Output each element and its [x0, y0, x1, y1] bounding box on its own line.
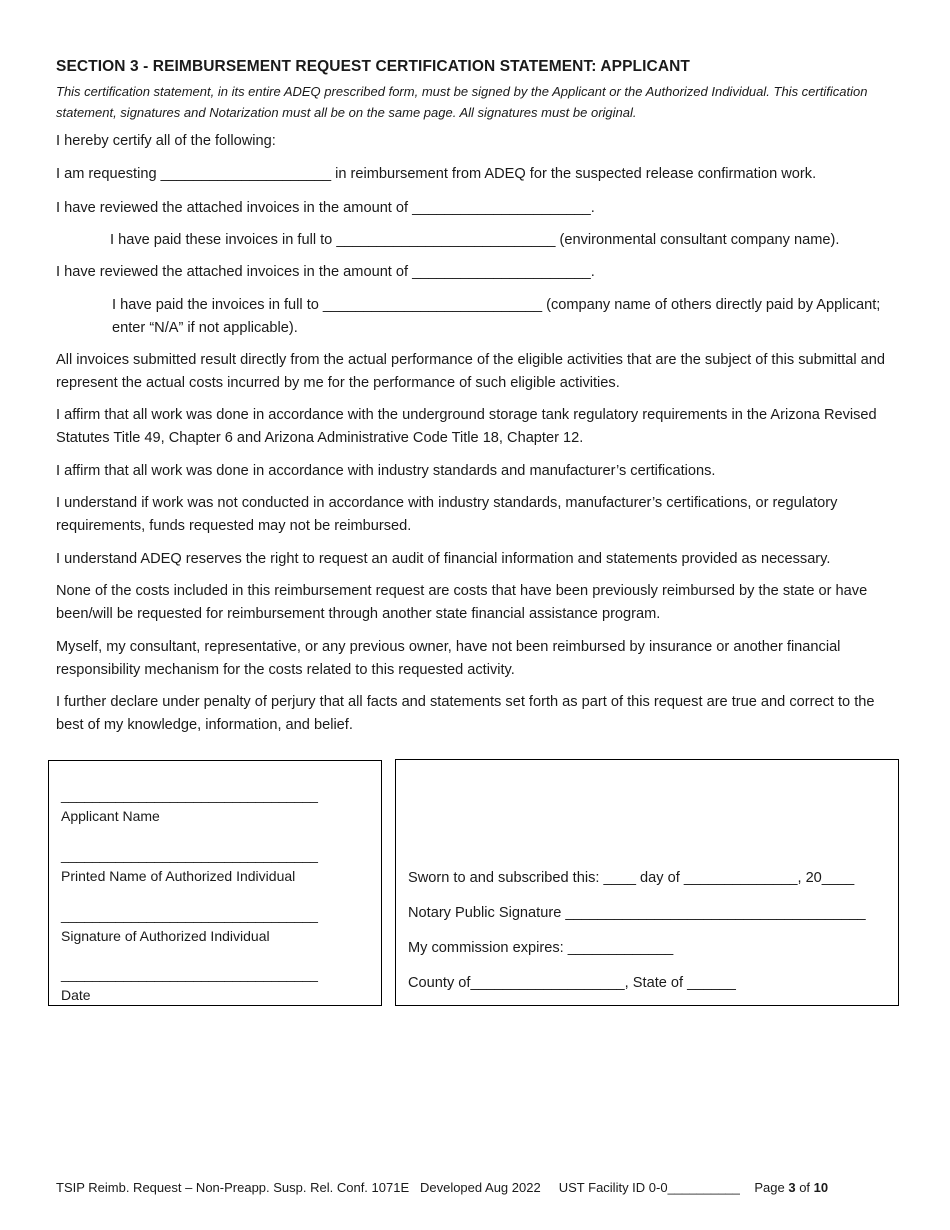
applicant-name-line[interactable]: _________________________________ — [61, 787, 318, 803]
sworn-line[interactable]: Sworn to and subscribed this: ____ day of ______________, 20____ — [408, 870, 855, 886]
statement-paid-consultant: I have paid these invoices in full to ___________________________ (environmental consultant company name). — [110, 232, 840, 248]
footer-page-current: 3 — [788, 1180, 796, 1195]
statement-understand-funds: I understand if work was not conducted in accordance with industry standards, manufacturer’s certifications, or regulatory requirements, funds requested may not be reimbursed. — [56, 495, 842, 534]
statement-understand-audit: I understand ADEQ reserves the right to request an audit of financial information and statements provided as necessary. — [56, 551, 831, 567]
statement-requesting: I am requesting _____________________ in reimbursement from ADEQ for the suspected release confirmation work. — [56, 166, 817, 182]
statement-reviewed-2: I have reviewed the attached invoices in the amount of ______________________. — [56, 264, 595, 280]
statement-none-of-costs: None of the costs included in this reimbursement request are costs that have been previously reimbursed by the state or have been/will be requested for reimbursement through another state financial assistance program. — [56, 583, 872, 622]
printed-name-line[interactable]: _________________________________ — [61, 847, 318, 863]
statement-declare-perjury: I further declare under penalty of perjury that all facts and statements set forth as part of this request are true and correct to the best of my knowledge, information, and belief. — [56, 694, 879, 733]
page-footer — [56, 1180, 828, 1195]
county-state-line[interactable]: County of___________________, State of ______ — [408, 975, 736, 991]
commission-expires-line[interactable]: My commission expires: _____________ — [408, 940, 674, 956]
statement-invoices-submitted: All invoices submitted result directly from the actual performance of the eligible activities that are the subject of this submittal and represent the actual costs incurred by me for the performance of such eligible activities. — [56, 352, 890, 391]
footer-page-total: 10 — [813, 1180, 829, 1195]
footer-page-prefix: Page — [754, 1180, 785, 1195]
date-line[interactable]: _________________________________ — [61, 966, 318, 982]
statement-intro: I hereby certify all of the following: — [56, 133, 276, 149]
date-label: Date — [61, 987, 91, 1003]
notary-signature-line[interactable]: Notary Public Signature _____________________________________ — [408, 905, 866, 921]
statement-affirm-industry: I affirm that all work was done in accordance with industry standards and manufacturer’s certifications. — [56, 463, 716, 479]
section-instructions: This certification statement, in its entire ADEQ prescribed form, must be signed by the Applicant or the Authorized Individual. This certification statement, signatures and Notarization must all be on the same page. All signatures must be original. — [56, 84, 868, 120]
section-title: SECTION 3 - REIMBURSEMENT REQUEST CERTIFICATION STATEMENT: APPLICANT — [56, 58, 690, 75]
statement-reviewed-1: I have reviewed the attached invoices in the amount of ______________________. — [56, 200, 595, 216]
printed-name-label: Printed Name of Authorized Individual — [61, 868, 296, 884]
footer-developed: Developed Aug 2022 — [419, 1180, 541, 1195]
signature-box — [48, 760, 382, 1006]
signature-line[interactable]: _________________________________ — [61, 907, 318, 923]
statement-paid-others: I have paid the invoices in full to ___________________________ (company name of others directly paid by Applicant; enter “N/A” if not applicable). — [112, 297, 885, 336]
applicant-name-label: Applicant Name — [61, 808, 160, 824]
footer-page-of: of — [799, 1180, 811, 1195]
statement-not-reimbursed: Myself, my consultant, representative, or any previous owner, have not been reimbursed by insurance or another financial responsibility mechanism for the costs related to this requested activity. — [56, 639, 845, 678]
footer-facility-id: UST Facility ID 0-0__________ — [558, 1180, 740, 1195]
signature-label: Signature of Authorized Individual — [61, 928, 270, 944]
notary-box — [395, 759, 899, 1006]
footer-form-name: TSIP Reimb. Request – Non-Preapp. Susp. Rel. Conf. 1071E — [56, 1180, 410, 1195]
statement-affirm-regulatory: I affirm that all work was done in accordance with the underground storage tank regulatory requirements in the Arizona Revised Statutes Title 49, Chapter 6 and Arizona Administrative Code Title 18, Chapter 12. — [56, 407, 881, 446]
